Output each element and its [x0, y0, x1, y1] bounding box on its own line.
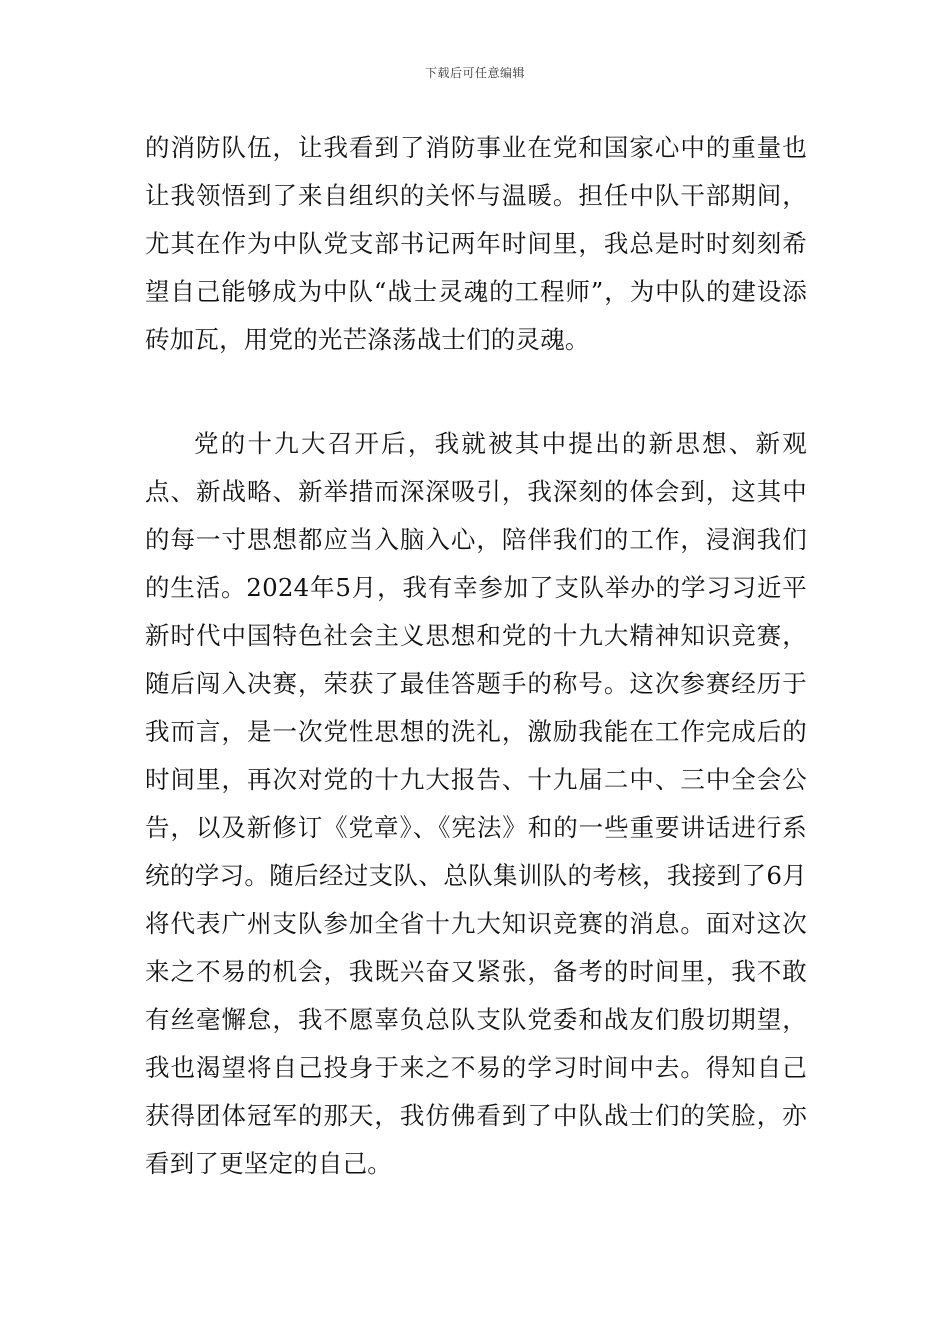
page-header: 下载后可任意编辑 [424, 66, 525, 80]
document-body [145, 124, 807, 1188]
paragraph-2: 党的十九大召开后，我就被其中提出的新思想、新观点、新战略、新举措而深深吸引，我深刻的体会到，这其中的每一寸思想都应当入脑入心，陪伴我们的工作，浸润我们的生活。2024年5月，我有幸参加了支队举办的学习习近平新时代中国特色社会主义思想和党的十九大精神知识竞赛，随后闯入决赛，荣获了最佳答题手的称号。这次参赛经历于我而言，是一次党性思想的洗礼，激励我能在工作完成后的时间里，再次对党的十九大报告、十九届二中、三中全会公告，以及新修订《党章》、《宪法》和的一些重要讲话进行系统的学习。随后经过支队、总队集训队的考核，我接到了6月将代表广州支队参加全省十九大知识竞赛的消息。面对这次来之不易的机会，我既兴奋又紧张，备考的时间里，我不敢有丝毫懈怠，我不愿辜负总队支队党委和战友们殷切期望，我也渴望将自己投身于来之不易的学习时间中去。得知自己获得团体冠军的那天，我仿佛看到了中队战士们的笑脸，亦看到了更坚定的自己。 [145, 429, 807, 1178]
paragraph-gap [145, 364, 807, 420]
paragraph-1: 的消防队伍，让我看到了消防事业在党和国家心中的重量也让我领悟到了来自组织的关怀与温暖。担任中队干部期间，尤其在作为中队党支部书记两年时间里，我总是时时刻刻希望自己能够成为中队“战士灵魂的工程师”，为中队的建设添砖加瓦，用党的光芒涤荡战士们的灵魂。 [145, 133, 807, 354]
